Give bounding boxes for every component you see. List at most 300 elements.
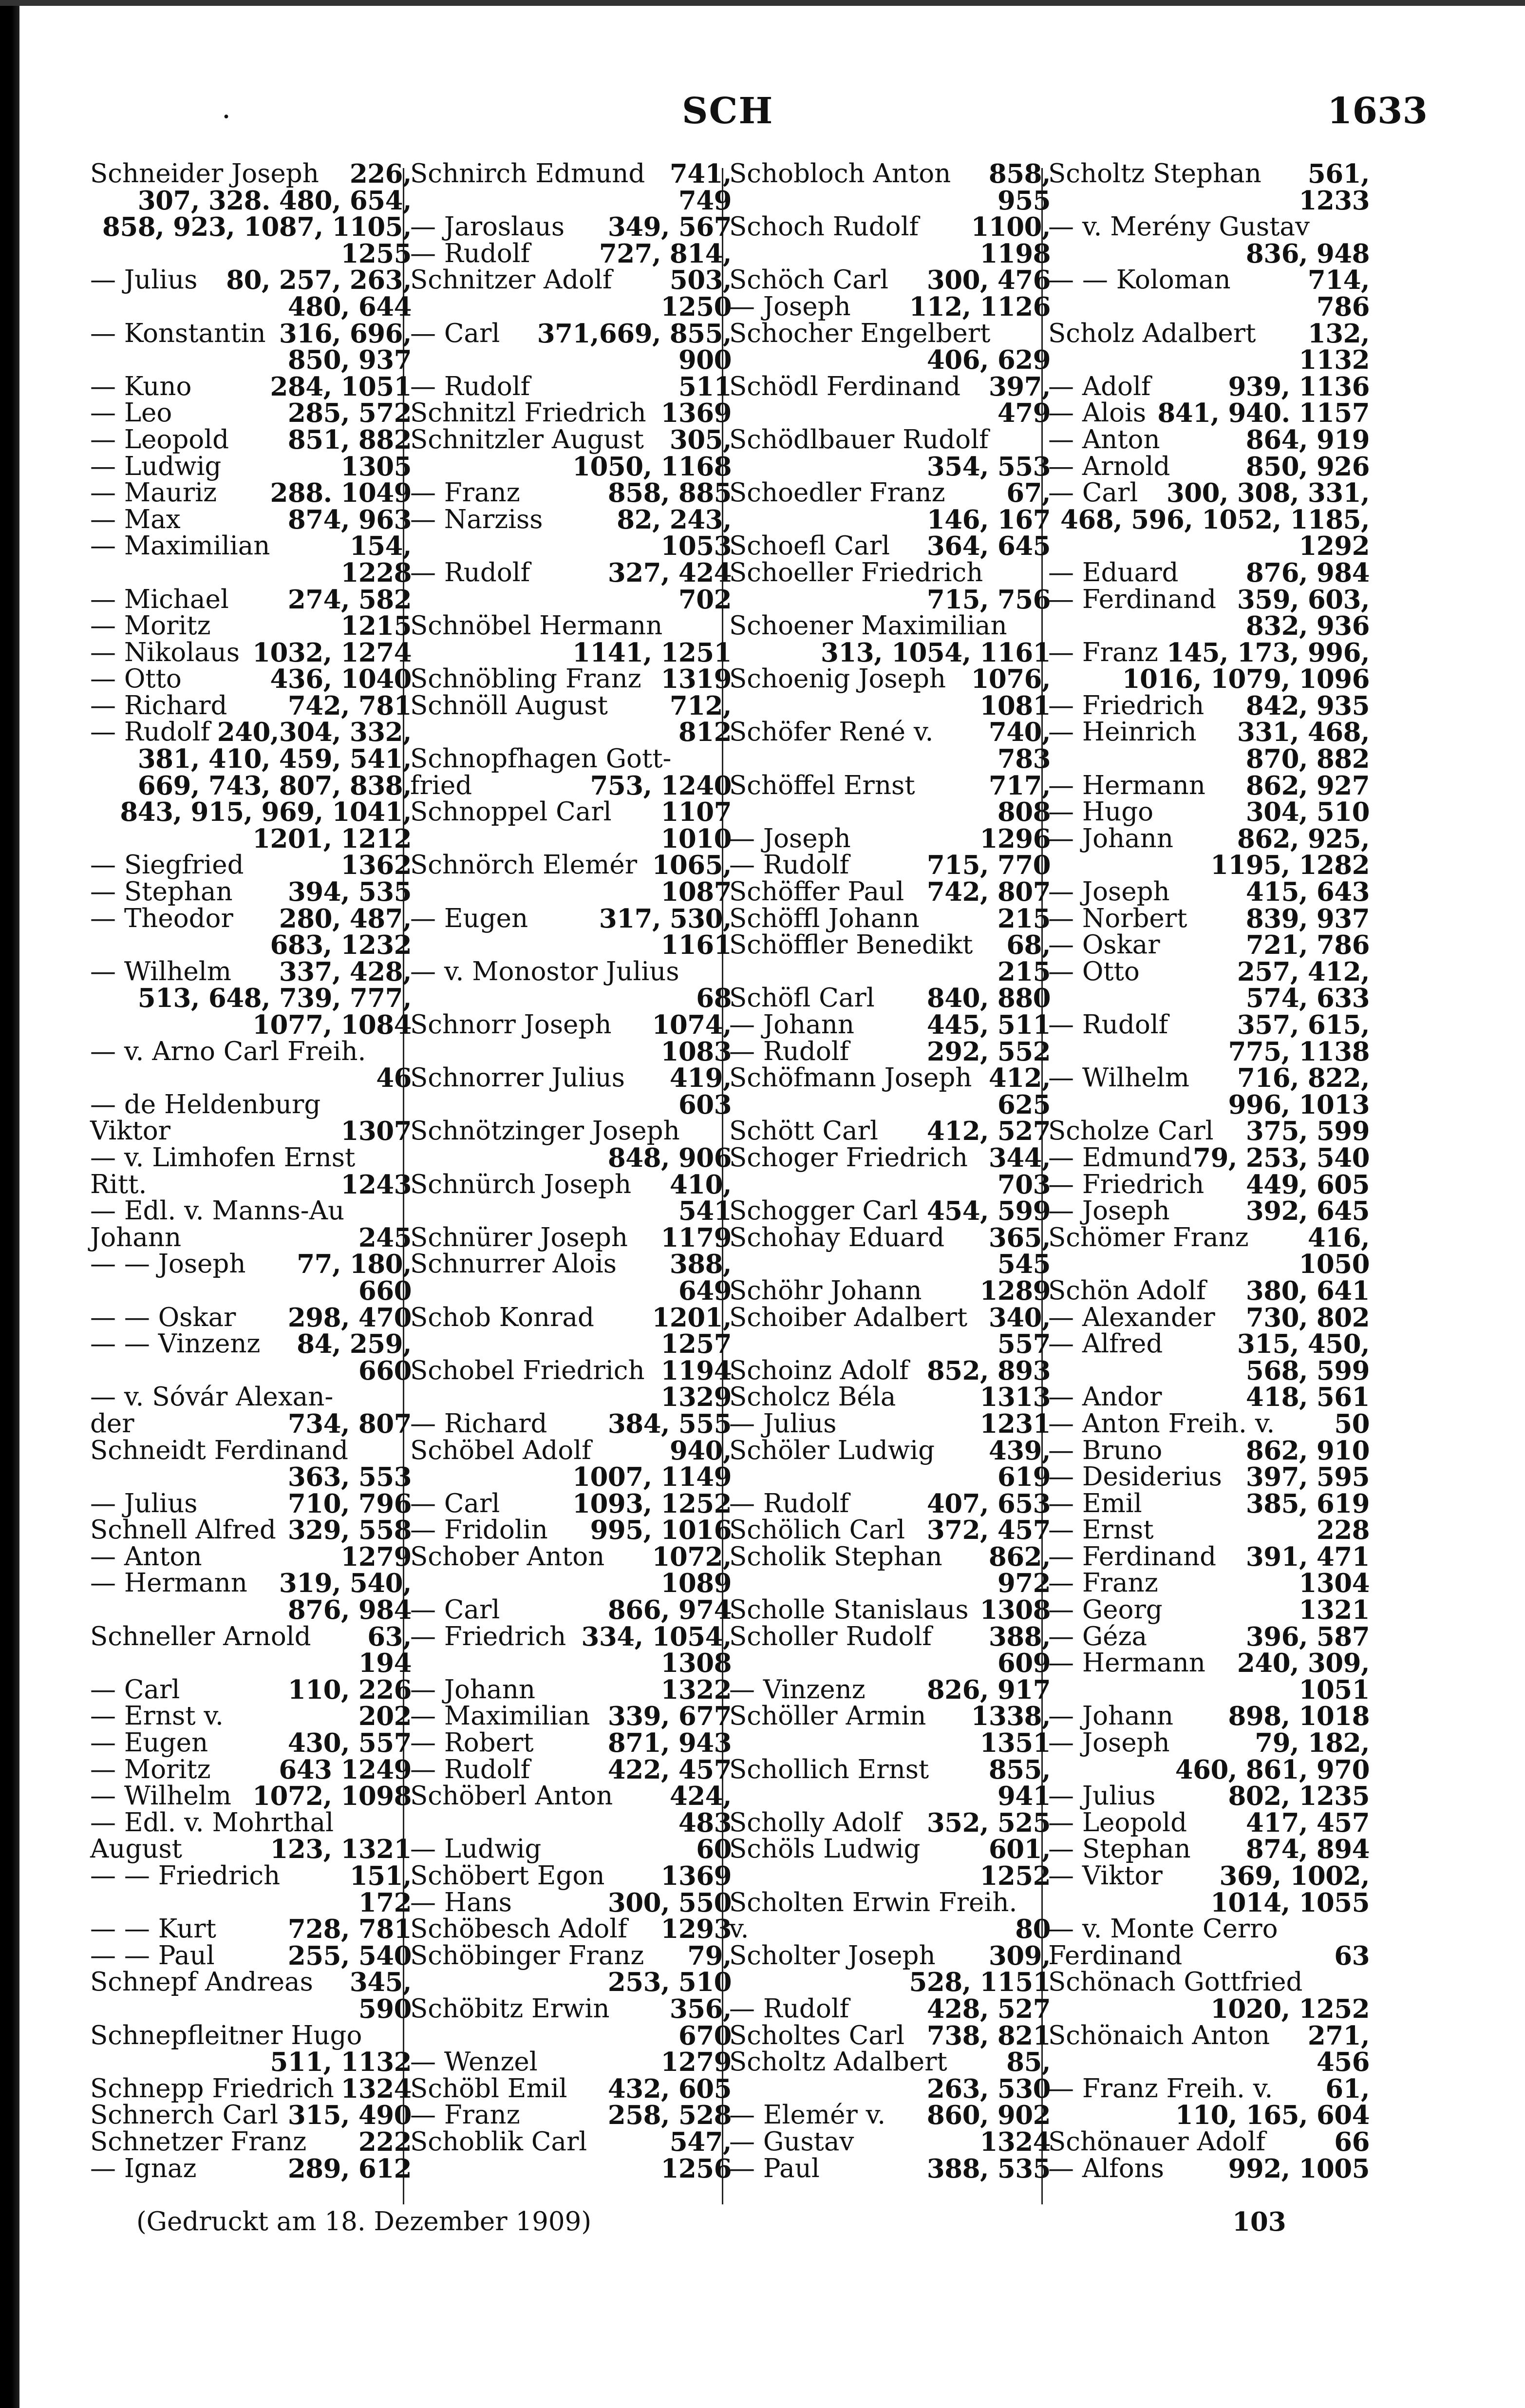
entry-continuation-line [410, 347, 732, 374]
person-name: — Gustav [729, 2126, 854, 2157]
entry-name-line [90, 879, 412, 906]
entry-name-line [1048, 1783, 1370, 1810]
page-references: 1141, 1251 [572, 637, 732, 668]
page-references: 1296 [979, 823, 1051, 854]
entry-name-line [1048, 1517, 1370, 1544]
directory-entry [729, 1754, 1051, 1812]
person-name: — Ferdinand [1048, 584, 1217, 614]
page-references: 80, 257, 263, [226, 265, 412, 296]
page-references: 1243 [340, 1169, 412, 1200]
entry-name-line [1048, 1969, 1370, 1996]
person-name: Schoiber Adalbert [729, 1302, 968, 1332]
entry-continuation-line [729, 400, 1051, 427]
page-references: 79, 182, [1255, 1728, 1370, 1759]
page-references: 226, [349, 159, 412, 189]
person-name: — Géza [1048, 1621, 1148, 1651]
directory-entry [1048, 1863, 1370, 1916]
person-name: — Carl [1048, 478, 1138, 508]
entry-name-line [410, 666, 732, 693]
directory-entry [410, 1783, 732, 1836]
directory-entry [729, 903, 1051, 934]
entry-name-line [90, 1331, 412, 1358]
directory-entry [410, 1621, 732, 1679]
page-references: 1252 [979, 1861, 1051, 1891]
entry-name-line [410, 371, 732, 402]
page-references: 1233 [1299, 185, 1370, 216]
person-name: Schnörch Elemér [410, 850, 638, 880]
person-name: — Rudolf [410, 1754, 530, 1784]
directory-entry [1048, 1464, 1370, 1491]
page-references: 1257 [660, 1329, 732, 1360]
entry-name-line [90, 1251, 412, 1278]
person-name: Scholtes Carl [729, 2020, 905, 2050]
person-name: — Friedrich [1048, 1169, 1205, 1199]
directory-entry [410, 2102, 732, 2129]
entry-continuation-line [1048, 746, 1370, 773]
person-name: Schöbl Emil [410, 2073, 567, 2104]
entry-name-line [1048, 1142, 1370, 1173]
person-name: Schöffel Ernst [729, 770, 915, 800]
page-references: 870, 882 [1245, 744, 1370, 775]
entry-name-line [90, 2102, 412, 2129]
person-name: Schnepf Andreas [90, 1967, 313, 1997]
page-references: 430, 557 [287, 1728, 412, 1759]
page-references: 412, [988, 1063, 1051, 1094]
entry-name-line [729, 1517, 1051, 1544]
directory-entry [410, 1674, 732, 1705]
entry-name-line [90, 1089, 412, 1119]
entry-name-line [1048, 1597, 1370, 1624]
entry-name-line [90, 2020, 412, 2050]
directory-entry [1048, 1384, 1370, 1411]
page-references: 68 [696, 983, 732, 1014]
page-references: 714, [1307, 265, 1370, 296]
page-references: 354, 553 [926, 451, 1051, 482]
person-name: Schnorrer Julius [410, 1063, 625, 1093]
page-references: 79, 253, 540 [1193, 1142, 1370, 1173]
entry-continuation-line [410, 719, 732, 746]
directory-entry [410, 424, 732, 482]
page-references: 454, 599 [926, 1196, 1051, 1227]
directory-entry [90, 161, 412, 267]
page-references: 384, 555 [607, 1408, 732, 1439]
entry-name-line [1048, 214, 1370, 241]
entry-name-line [90, 400, 412, 427]
directory-entry [90, 2126, 412, 2157]
page-references: 396, 587 [1245, 1621, 1370, 1652]
entry-continuation-line [729, 746, 1051, 773]
page-references: 545 [997, 1249, 1051, 1280]
directory-entry [90, 1621, 412, 1679]
person-name: — Alois [1048, 398, 1147, 428]
page-references: 253, 510 [607, 1967, 732, 1998]
person-name: — Hermann [1048, 1648, 1205, 1678]
person-name: Scholler Rudolf [729, 1621, 932, 1651]
page-references: 344, [988, 1142, 1051, 1173]
entry-continuation-line [90, 1222, 412, 1253]
person-name: — — Joseph [90, 1249, 246, 1279]
entry-name-line [729, 291, 1051, 322]
entry-continuation-line [729, 1089, 1051, 1120]
directory-entry [1048, 371, 1370, 402]
directory-entry [1048, 1969, 1370, 2022]
page-references: 258, 528 [607, 2100, 732, 2131]
page-references: 1308 [979, 1595, 1051, 1626]
entry-continuation-line [90, 347, 412, 374]
entry-name-line [729, 1302, 1051, 1333]
directory-entry [1048, 161, 1370, 214]
person-name: — Joseph [1048, 1728, 1170, 1758]
person-name: — Edl. v. Manns-Au [90, 1196, 345, 1226]
person-name: — Wilhelm [1048, 1063, 1189, 1093]
entry-name-line [410, 799, 732, 826]
person-name: — Rudolf [410, 371, 530, 401]
directory-entry [410, 1703, 732, 1730]
directory-entry [1048, 1142, 1370, 1173]
page-references: 742, 807 [926, 877, 1051, 908]
page-references: 1077, 1084 [252, 1010, 412, 1040]
page-references: 862, 925, [1237, 823, 1370, 854]
person-name: — v. Merény Gustav [1048, 212, 1310, 242]
directory-entry [1048, 823, 1370, 881]
entry-continuation-line [90, 1597, 412, 1624]
person-name: — Mauriz [90, 478, 217, 508]
page-references: 528, 1151 [909, 1967, 1051, 1998]
directory-entry [729, 1302, 1051, 1360]
entry-name-line [410, 903, 732, 934]
directory-entry [729, 2049, 1051, 2102]
entry-name-line [1048, 1331, 1370, 1358]
directory-entry [410, 1222, 732, 1253]
directory-entry [90, 1807, 412, 1865]
entry-name-line [729, 1142, 1051, 1173]
entry-name-line [90, 318, 412, 349]
entry-continuation-line [729, 1650, 1051, 1677]
page-references: 284, 1051 [270, 371, 412, 402]
entry-name-line [90, 613, 412, 640]
entry-name-line [410, 2102, 732, 2129]
person-name: — Vinzenz [729, 1674, 866, 1705]
page-references: 590 [358, 1993, 412, 2024]
directory-entry [410, 318, 732, 376]
page-references: 858, [988, 159, 1051, 189]
person-name: — Rudolf [1048, 1010, 1168, 1040]
directory-entry [90, 637, 412, 668]
directory-entry [729, 1517, 1051, 1544]
entry-name-line [410, 1222, 732, 1253]
column-1 [90, 159, 412, 2212]
entry-name-line [1048, 1570, 1370, 1597]
person-name: — Otto [90, 664, 182, 694]
directory-entry [729, 823, 1051, 854]
directory-entry [729, 214, 1051, 267]
page-references: 1194 [660, 1355, 732, 1386]
entry-continuation-line [1048, 852, 1370, 879]
entry-name-line [410, 1674, 732, 1705]
person-name: Schnirch Edmund [410, 159, 645, 189]
name-continuation: Viktor [90, 1116, 170, 1146]
directory-entry [1048, 879, 1370, 906]
page-references: 483 [678, 1807, 732, 1838]
page-references: 1072, 1098 [252, 1781, 412, 1812]
page-references: 285, 572 [287, 398, 412, 429]
directory-entry [410, 1597, 732, 1624]
page-references: 418, 561 [1245, 1382, 1370, 1413]
page-references: 1083 [660, 1036, 732, 1067]
entry-name-line [1048, 1384, 1370, 1411]
entry-continuation-line [410, 2020, 732, 2051]
entry-name-line [729, 770, 1051, 801]
page-references: 228 [1316, 1515, 1370, 1546]
entry-name-line [1048, 1302, 1370, 1333]
entry-name-line [729, 1807, 1051, 1838]
sheet-number: 103 [1232, 2207, 1286, 2237]
entry-name-line [90, 1435, 412, 1465]
person-name: — Otto [1048, 956, 1140, 986]
entry-continuation-line [729, 185, 1051, 216]
person-name: Scholten Erwin Freih. [729, 1887, 1017, 1917]
page-references: 460, 861, 970 [1175, 1754, 1370, 1785]
entry-name-line [90, 1621, 412, 1652]
page-references: 365, [988, 1222, 1051, 1253]
directory-entry [410, 267, 732, 320]
page-references: 61, [1325, 2073, 1370, 2104]
page-references: 428, 527 [926, 1993, 1051, 2024]
page-references: 1076, [971, 664, 1051, 695]
entry-continuation-line [90, 1118, 412, 1145]
page-references: 715, 756 [926, 584, 1051, 615]
entry-name-line [410, 2126, 732, 2157]
directory-entry [729, 932, 1051, 985]
directory-entry [729, 2126, 1051, 2157]
page-references: 601, [988, 1834, 1051, 1865]
page-references: 511 [678, 371, 732, 402]
directory-entry [1048, 770, 1370, 801]
entry-continuation-line [90, 185, 412, 216]
person-name: — Moritz [90, 611, 211, 641]
entry-name-line [90, 1036, 412, 1066]
person-name: Schönauer Adolf [1048, 2126, 1266, 2157]
directory-entry [410, 746, 732, 799]
entry-continuation-line [729, 1969, 1051, 1996]
page-references: 721, 786 [1245, 930, 1370, 961]
entry-name-line [410, 1993, 732, 2024]
directory-entry [90, 1703, 412, 1730]
directory-entry [410, 2073, 732, 2104]
entry-name-line [410, 1012, 732, 1039]
directory-entry [729, 1674, 1051, 1705]
page-references: 1289 [979, 1275, 1051, 1306]
person-name: — Oskar [1048, 930, 1160, 960]
entry-name-line [1048, 879, 1370, 906]
entry-continuation-line [1048, 2049, 1370, 2076]
directory-entry [90, 1783, 412, 1810]
entry-name-line [729, 1384, 1051, 1411]
entry-name-line [410, 1730, 732, 1757]
page-references: 786 [1316, 291, 1370, 322]
directory-entry [1048, 557, 1370, 588]
entry-continuation-line [90, 2049, 412, 2076]
page-references: 305, [669, 424, 732, 455]
page-references: 995, 1016 [590, 1515, 732, 1546]
page-references: 876, 984 [287, 1595, 412, 1626]
page-references: 862, 927 [1245, 770, 1370, 801]
entry-name-line [1048, 1863, 1370, 1890]
directory-entry [410, 2126, 732, 2184]
directory-entry [1048, 1302, 1370, 1333]
directory-entry [1048, 1012, 1370, 1065]
entry-continuation-line [1048, 1754, 1370, 1785]
page-references: 1014, 1055 [1210, 1887, 1370, 1918]
page-references: 349, 567 [607, 212, 732, 243]
directory-entry [1048, 318, 1370, 376]
person-name: — Nikolaus [90, 637, 240, 667]
directory-entry [90, 480, 412, 507]
entry-continuation-line [90, 291, 412, 322]
entry-name-line [1048, 956, 1370, 987]
entry-name-line [410, 1754, 732, 1785]
entry-name-line [729, 533, 1051, 560]
person-name: — Richard [410, 1408, 547, 1439]
person-name: Schöffer Paul [729, 877, 904, 907]
entry-name-line [1048, 799, 1370, 826]
page-references: 1319 [660, 664, 732, 695]
person-name: — Rudolf [729, 1488, 849, 1518]
page-references: 1010 [660, 823, 732, 854]
page-references: 1074, [652, 1010, 732, 1040]
entry-name-line [410, 852, 732, 879]
entry-name-line [729, 1118, 1051, 1145]
directory-entry [729, 318, 1051, 376]
page-references: 68, [1006, 930, 1051, 961]
person-name: Schoinz Adolf [729, 1355, 909, 1385]
page-references: 1338, [971, 1701, 1051, 1732]
page-references: 839, 937 [1245, 903, 1370, 934]
directory-entry [729, 557, 1051, 615]
entry-name-line [410, 613, 732, 640]
page-references: 1179 [660, 1222, 732, 1253]
directory-entry [1048, 1198, 1370, 1225]
page-references: 1050, 1168 [572, 451, 732, 482]
entry-name-line [90, 1541, 412, 1572]
entry-continuation-line [729, 1169, 1051, 1200]
page-references: 388, [988, 1621, 1051, 1652]
entry-continuation-line [729, 1730, 1051, 1757]
entry-name-line [729, 1036, 1051, 1067]
entry-name-line [410, 1940, 732, 1971]
entry-name-line [1048, 1012, 1370, 1039]
entry-name-line [1048, 1065, 1370, 1092]
page-references: 730, 802 [1245, 1302, 1370, 1333]
entry-continuation-line [90, 770, 412, 801]
person-name: — de Heldenburg [90, 1089, 321, 1119]
person-name: Schnitzler August [410, 424, 644, 455]
entry-continuation-line [410, 1650, 732, 1677]
directory-entry [90, 1517, 412, 1544]
entry-name-line [1048, 1807, 1370, 1838]
person-name: — Julius [1048, 1781, 1156, 1811]
directory-entry [90, 1384, 412, 1437]
page-references: 146, 167 [926, 504, 1051, 535]
page-references: 660 [358, 1275, 412, 1306]
person-name: Schöfl Carl [729, 983, 875, 1013]
page-references: 858, 923, 1087, 1105, [102, 212, 412, 243]
person-name: — Narziss [410, 504, 543, 534]
entry-name-line [1048, 1435, 1370, 1466]
directory-entry [410, 1754, 732, 1785]
entry-name-line [410, 1597, 732, 1624]
page-references: 851, 882 [287, 424, 412, 455]
directory-entry [1048, 1650, 1370, 1703]
entry-name-line [1048, 1621, 1370, 1652]
page-references: 1329 [660, 1382, 732, 1413]
entry-continuation-line [729, 690, 1051, 721]
person-name: — Moritz [90, 1754, 211, 1784]
person-name: — Ernst [1048, 1515, 1154, 1545]
page-references: 112, 1126 [909, 291, 1051, 322]
directory-entry [410, 1517, 732, 1544]
person-name: Schönach Gottfried [1048, 1967, 1303, 1997]
page-references: 85, [1006, 2047, 1051, 2078]
page-references: 50 [1334, 1408, 1370, 1439]
page-references: 449, 605 [1245, 1169, 1370, 1200]
entry-name-line [410, 1065, 732, 1092]
person-name: — Emil [1048, 1488, 1142, 1518]
directory-entry [90, 1568, 412, 1626]
person-name: — Kuno [90, 371, 192, 401]
directory-entry [1048, 717, 1370, 775]
person-name: — Rudolf [729, 1036, 849, 1066]
directory-entry [1048, 451, 1370, 482]
entry-name-line [90, 1783, 412, 1810]
page-references: 289, 612 [287, 2153, 412, 2184]
entry-name-line [729, 161, 1051, 188]
page-references: 864, 919 [1245, 424, 1370, 455]
entry-continuation-line [1048, 1993, 1370, 2024]
entry-continuation-line [729, 238, 1051, 269]
page-references: 727, 814, [599, 238, 732, 269]
directory-entry [90, 719, 412, 852]
entry-continuation-line [90, 932, 412, 959]
entry-continuation-line [90, 1887, 412, 1918]
person-name: Schnitzer Adolf [410, 265, 612, 295]
entry-name-line [410, 400, 732, 427]
person-name: — Stephan [1048, 1834, 1191, 1864]
person-name: Schnopfhagen Gott- [410, 744, 672, 774]
page-references: 410, [669, 1169, 732, 1200]
person-name: Schöffl Johann [729, 903, 920, 933]
directory-entry [410, 1012, 732, 1065]
name-continuation: Johann [90, 1222, 182, 1252]
page-references: 619 [997, 1462, 1051, 1493]
directory-entry [410, 214, 732, 241]
entry-continuation-line [729, 1570, 1051, 1597]
directory-entry [729, 1012, 1051, 1039]
directory-entry [90, 879, 412, 906]
directory-entry [90, 1674, 412, 1705]
entry-continuation-line [410, 533, 732, 560]
entry-continuation-line [1048, 347, 1370, 374]
person-name: Schött Carl [729, 1116, 878, 1146]
directory-entry [1048, 903, 1370, 934]
page-references: 313, 1054, 1161 [821, 637, 1051, 668]
entry-name-line [410, 1169, 732, 1200]
entry-name-line [410, 1863, 732, 1890]
person-name: — Hugo [1048, 797, 1154, 827]
page-references: 363, 553 [287, 1462, 412, 1493]
directory-entry [410, 1916, 732, 1943]
directory-entry [729, 480, 1051, 533]
